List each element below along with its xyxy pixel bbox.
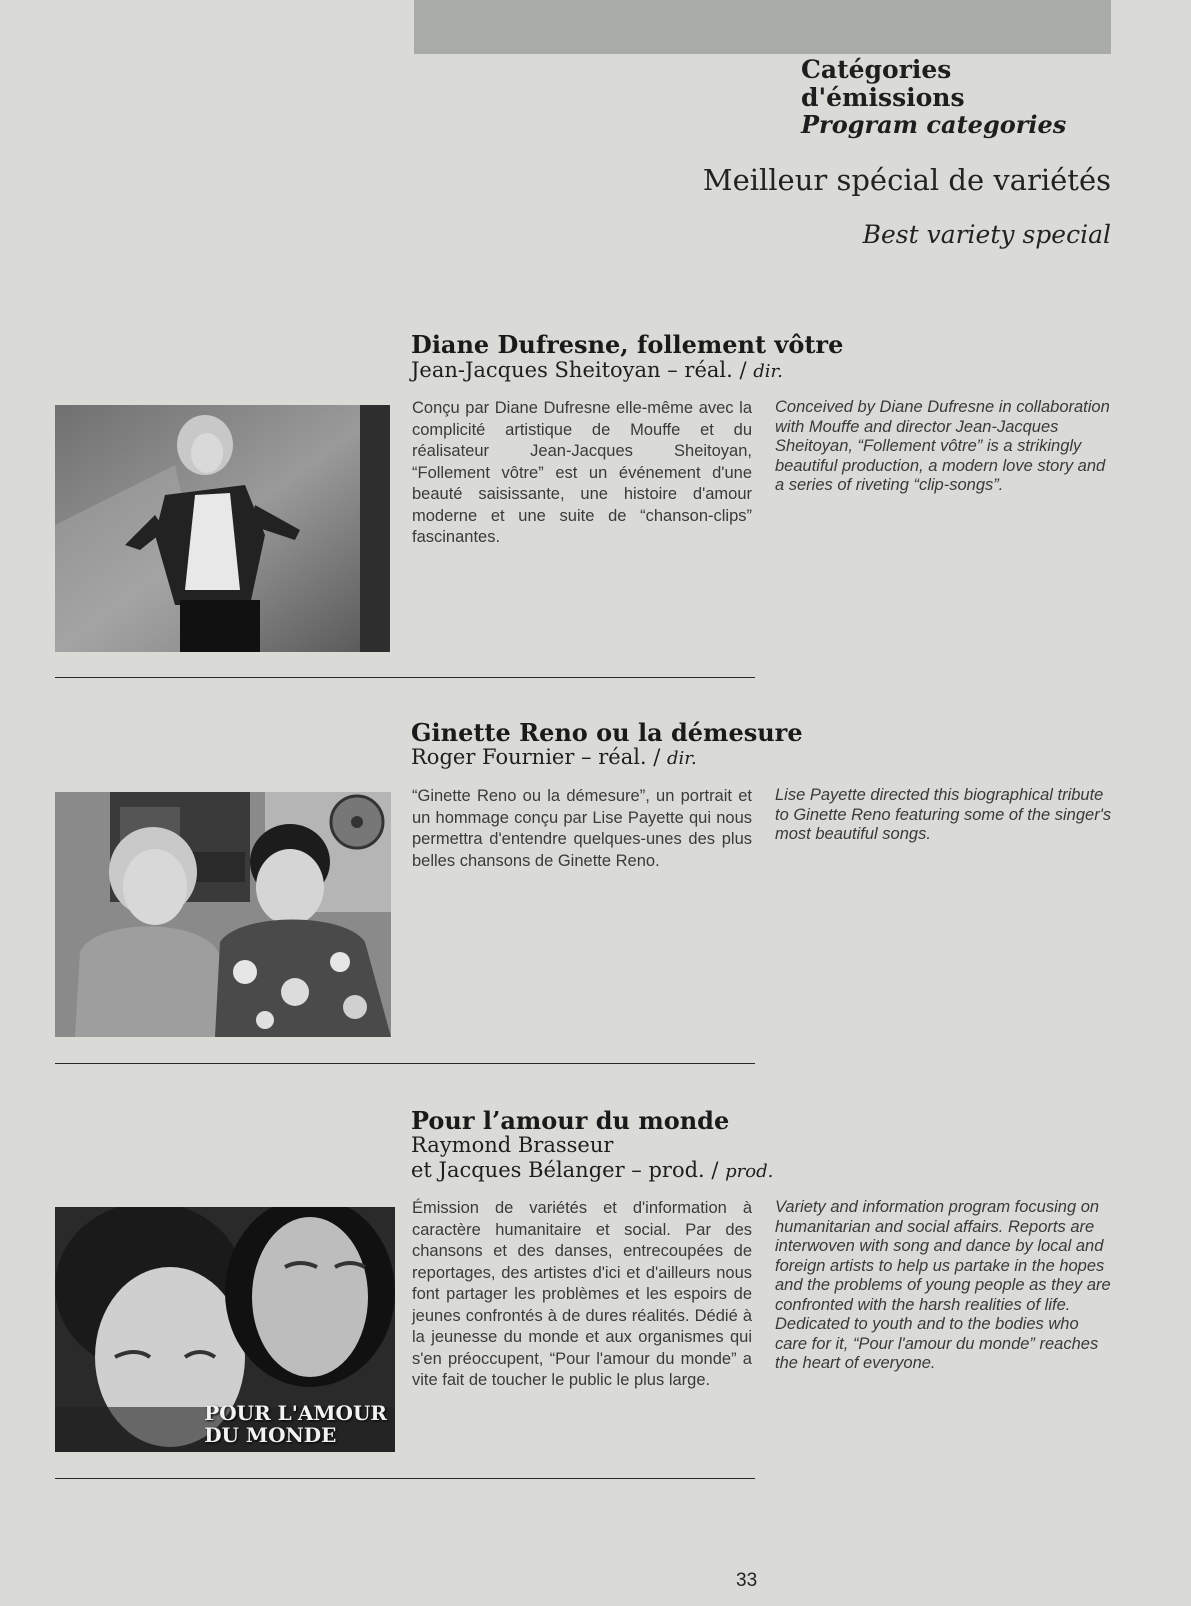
credit-line: Roger Fournier – réal. / xyxy=(411,745,668,769)
entry-credit xyxy=(411,1133,773,1184)
photo-ginette-reno xyxy=(55,792,391,1037)
performer-illustration xyxy=(55,405,390,652)
credit-line: Jean-Jacques Sheitoyan – réal. / xyxy=(411,358,754,382)
award-title-en: Best variety special xyxy=(862,220,1111,249)
award-title-fr: Meilleur spécial de variétés xyxy=(702,163,1111,197)
entry-title: Pour l’amour du monde xyxy=(411,1106,730,1135)
two-women-illustration xyxy=(55,792,391,1037)
credit-role: dir. xyxy=(667,748,697,769)
description-en: Conceived by Diane Dufresne in collaboration with Mouffe and director Jean-Jacques Sheitoyan, “Follement vôtre” is a strikingly beautiful production, a modern love story and a series of riveting “clip-songs”. xyxy=(775,398,1110,494)
photo-title-caption xyxy=(204,1402,387,1446)
category-title-en: Program categories xyxy=(801,110,1067,139)
photo-pour-lamour-du-monde xyxy=(55,1207,395,1452)
description-en: Variety and information program focusing on humanitarian and social affairs. Reports are interwoven with song and dance by local and foreign artists to help us partake in the hopes and the problems of young people as they are confronted with the harsh realities of life. Dedicated to youth and to the bodies who care for it, “Pour l'amour du monde” reaches the heart of everyone. xyxy=(775,1198,1111,1372)
credit-role: dir. xyxy=(753,361,783,382)
entry-title: Diane Dufresne, follement vôtre xyxy=(411,330,844,359)
credit-line: Raymond Brasseur xyxy=(411,1133,614,1157)
category-title-fr: Catégories d'émissions xyxy=(801,55,965,112)
section-header xyxy=(801,56,1111,138)
description-fr: “Ginette Reno ou la démesure”, un portrait et un hommage conçu par Lise Payette qui nous permettra d'entendre quelques-unes des plus belles chansons de Ginette Reno. xyxy=(412,787,752,870)
credit-line: et Jacques Bélanger – prod. / xyxy=(411,1158,726,1182)
description-en: Lise Payette directed this biographical tribute to Ginette Reno featuring some of the singer's most beautiful songs. xyxy=(775,786,1112,843)
entry-credit xyxy=(411,358,783,384)
caption-line: POUR L'AMOUR xyxy=(204,1401,387,1425)
entry-credit xyxy=(411,745,697,771)
divider-rule xyxy=(55,1478,755,1479)
header-gray-bar xyxy=(414,0,1111,54)
credit-role: prod. xyxy=(725,1161,774,1182)
description-fr: Émission de variétés et d'information à caractère humanitaire et social. Par des chansons et des danses, entrecoupées de reportages, des artistes d'ici et d'ailleurs nous font partager les problèmes et les espoirs de jeunes confrontés à de dures réalités. Dédié à la jeunesse du monde et aux organismes qui s'en préoccupent, “Pour l'amour du monde” a vite fait de toucher le public le plus large. xyxy=(412,1199,752,1389)
divider-rule xyxy=(55,677,755,678)
photo-diane-dufresne xyxy=(55,405,390,652)
entry-title: Ginette Reno ou la démesure xyxy=(411,718,803,747)
caption-line: DU MONDE xyxy=(204,1423,337,1447)
description-fr: Conçu par Diane Dufresne elle-même avec la complicité artistique de Mouffe et du réalisateur Jean-Jacques Sheitoyan, “Follement vôtre” est un événement d'une beauté saisissante, une histoire d'amour moderne et une suite de “chanson-clips” fascinantes. xyxy=(412,399,752,546)
page-number: 33 xyxy=(736,1570,758,1591)
divider-rule xyxy=(55,1063,755,1064)
